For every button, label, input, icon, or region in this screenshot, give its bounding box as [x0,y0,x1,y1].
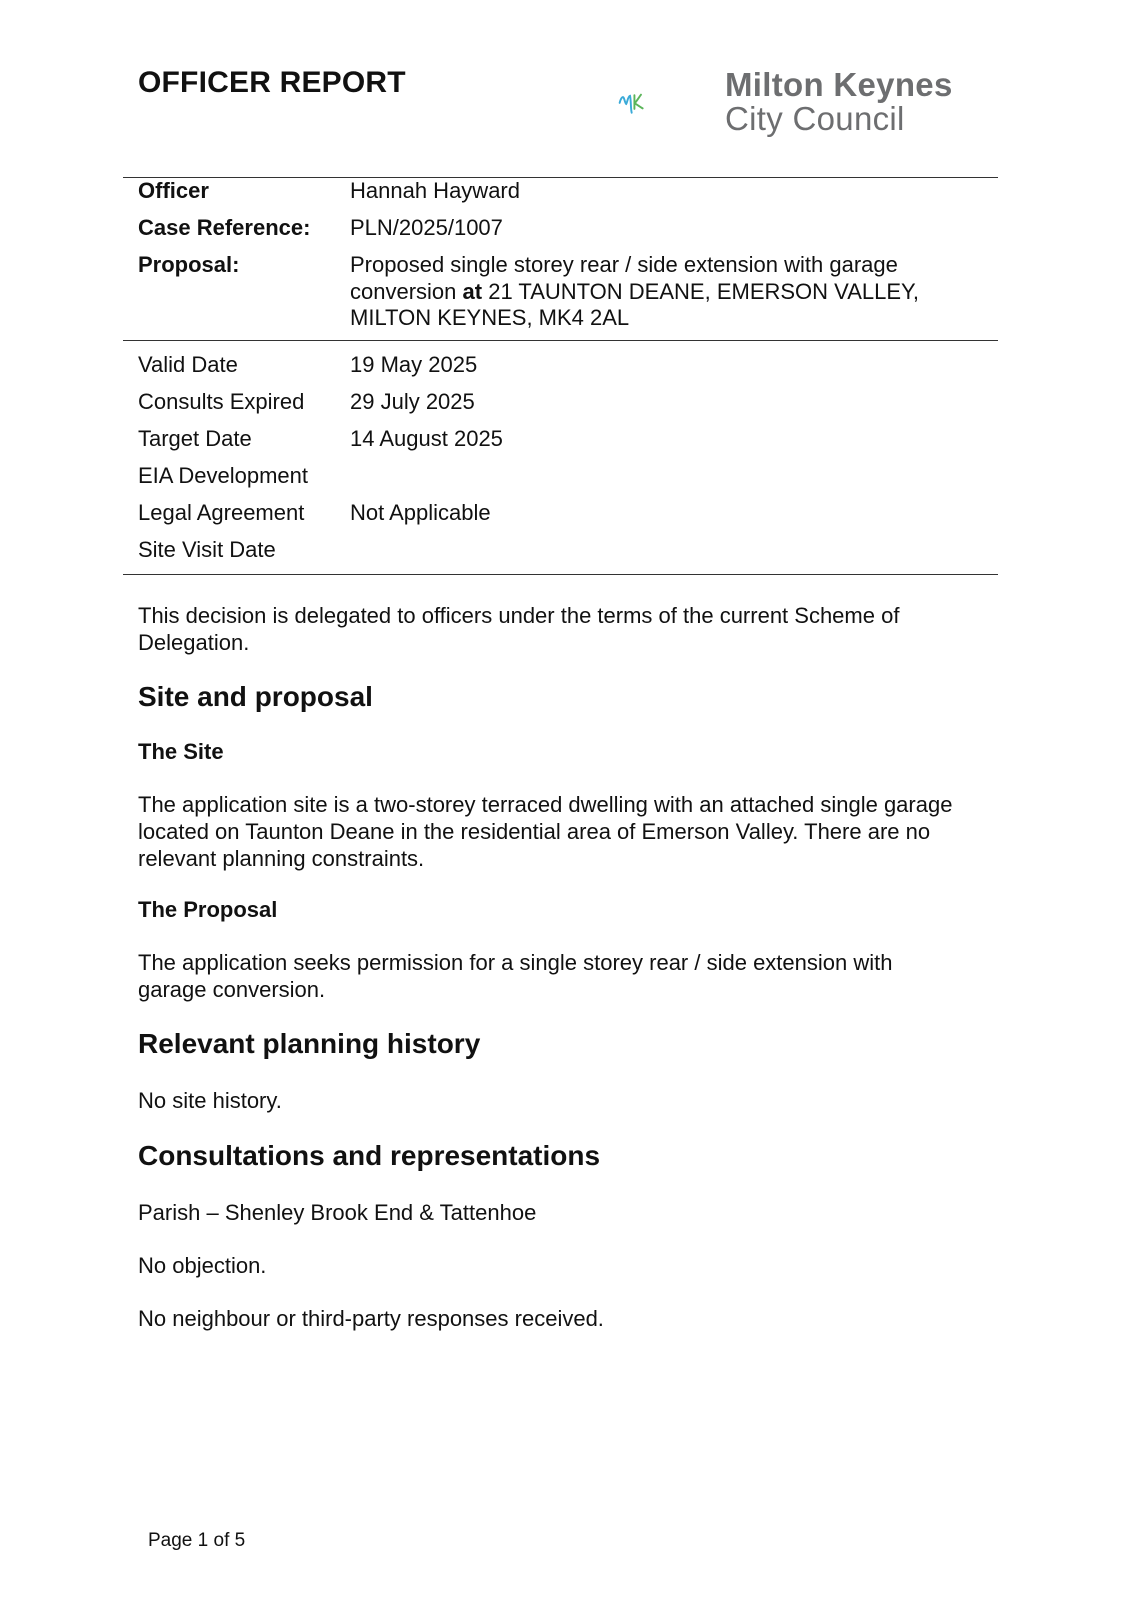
logo-text-line2: City Council [725,100,905,137]
eia-development-label: EIA Development [138,463,308,488]
mk-logo [618,62,722,146]
proposal-line-2-post: 21 TAUNTON DEANE, EMERSON VALLEY, [488,279,919,304]
proposal-line-3: MILTON KEYNES, MK4 2AL [350,305,630,330]
delegation-line-2: Delegation. [138,630,250,655]
valid-date-value: 19 May 2025 [350,352,478,377]
legal-agreement-value: Not Applicable [350,500,491,525]
case-reference-value: PLN/2025/1007 [350,215,503,240]
planning-history-heading: Relevant planning history [138,1028,481,1059]
valid-date-label: Valid Date [138,352,238,377]
logo-text-line1: Milton Keynes [725,66,953,103]
consults-expired-label: Consults Expired [138,389,305,414]
site-paragraph-line-3: relevant planning constraints. [138,846,425,871]
proposal-paragraph-line-1: The application seeks permission for a single storey rear / side extension with [138,950,893,975]
mk-logo-k-stroke [634,95,642,109]
proposal-paragraph-line-2: garage conversion. [138,977,326,1002]
proposal-line-2-bold: at [462,279,483,304]
planning-history-text: No site history. [138,1088,282,1113]
the-proposal-heading: The Proposal [138,897,278,922]
consults-expired-value: 29 July 2025 [350,389,475,414]
officer-label: Officer [138,178,209,203]
target-date-value: 14 August 2025 [350,426,503,451]
objection-text: No objection. [138,1253,267,1278]
legal-agreement-label: Legal Agreement [138,500,305,525]
neighbour-responses-text: No neighbour or third-party responses received. [138,1306,604,1331]
proposal-line-2-pre: conversion [350,279,457,304]
divider-middle [123,340,998,341]
site-and-proposal-heading: Site and proposal [138,681,373,712]
site-visit-date-label: Site Visit Date [138,537,276,562]
case-reference-label: Case Reference: [138,215,311,240]
target-date-label: Target Date [138,426,252,451]
consultations-heading: Consultations and representations [138,1140,601,1171]
proposal-line-2 [350,279,970,305]
proposal-label: Proposal: [138,252,240,277]
proposal-line-1: Proposed single storey rear / side extension with garage [350,252,898,277]
mk-logo-m-stroke [620,96,632,113]
report-title: OFFICER REPORT [138,66,406,99]
officer-value: Hannah Hayward [350,178,520,203]
parish-text: Parish – Shenley Brook End & Tattenhoe [138,1200,537,1225]
site-paragraph-line-2: located on Taunton Deane in the residential area of Emerson Valley. There are no [138,819,931,844]
delegation-line-1: This decision is delegated to officers under the terms of the current Scheme of [138,603,900,628]
divider-bottom [123,574,998,575]
site-paragraph-line-1: The application site is a two-storey terraced dwelling with an attached single garage [138,792,953,817]
the-site-heading: The Site [138,739,224,764]
page-number: Page 1 of 5 [148,1530,246,1551]
